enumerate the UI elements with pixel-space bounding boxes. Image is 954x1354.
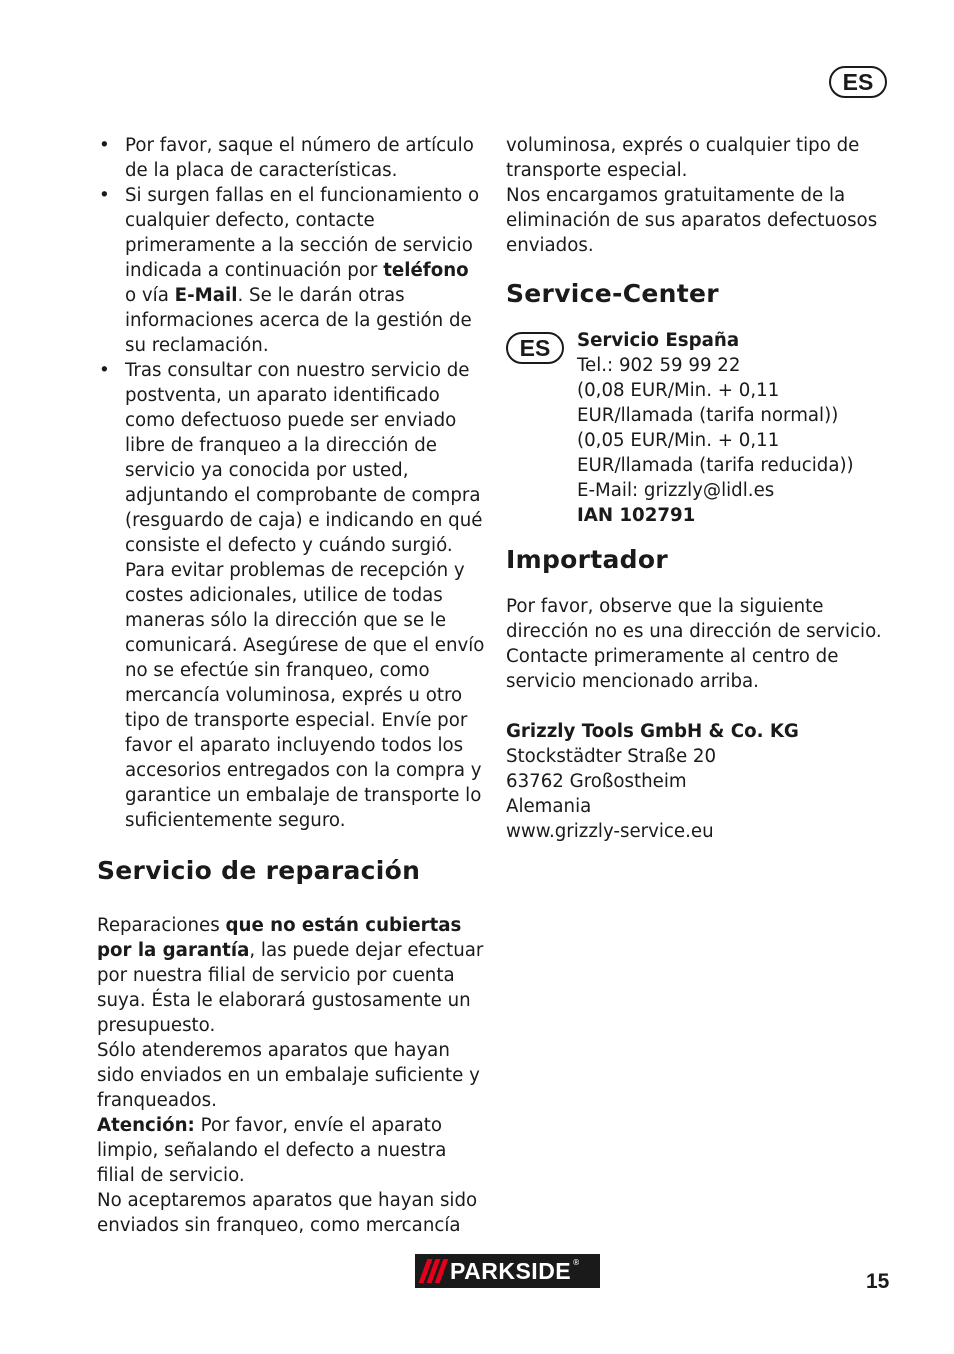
list-item bbox=[97, 358, 485, 833]
repair-paragraph bbox=[97, 913, 485, 1038]
repair-heading: Servicio de reparación bbox=[97, 856, 421, 885]
text: Reparaciones bbox=[97, 915, 226, 936]
list-item-text: Si surgen fallas en el funcionamiento o cualquier defecto, contacte primeramente a la sección de servicio indicada a continuación por bbox=[125, 185, 480, 281]
list-item-text: Por favor, saque el número de artículo de la placa de características. bbox=[125, 135, 474, 181]
phone-emphasis: teléfono bbox=[383, 260, 469, 281]
service-title: Servicio España bbox=[577, 330, 740, 351]
service-center-heading: Service-Center bbox=[506, 279, 719, 308]
ian-number: IAN 102791 bbox=[577, 505, 696, 526]
city-address: 63762 Großostheim bbox=[506, 771, 687, 792]
street-address: Stockstädter Straße 20 bbox=[506, 746, 717, 767]
instructions-list bbox=[97, 133, 485, 833]
repair-paragraph: No aceptaremos aparatos que hayan sido enviados sin franqueo, como mercancía bbox=[97, 1190, 478, 1236]
text: , las puede dejar efectuar por nuestra filial de servicio por cuenta suya. Ésta le elaborará gustosamente un presupuesto. bbox=[97, 940, 484, 1036]
website: www.grizzly-service.eu bbox=[506, 821, 714, 842]
repair-paragraph: Sólo atenderemos aparatos que hayan sido enviados en un embalaje suficiente y franqueados. bbox=[97, 1040, 480, 1111]
service-contact bbox=[506, 328, 891, 528]
list-item-text: Tras consultar con nuestro servicio de postventa, un aparato identificado como defectuoso puede ser enviado libre de franqueo a la dirección de servicio ya conocida por usted, adjuntando el comprobante de compra (resguardo de caja) e indicando en qué consiste el defecto y cuándo surgió. Para evitar problemas de recepción y costes adicionales, utilice de todas maneras sólo la dirección que se le comunicará. Asegúrese de que el envío no se efectúe sin franqueo, como mercancía voluminosa, exprés u otro tipo de transporte especial. Envíe por favor el aparato incluyendo todos los accesorios entregados con la compra y garantice un embalaje de transporte lo suficientemente seguro. bbox=[125, 360, 485, 831]
country: Alemania bbox=[506, 796, 592, 817]
attention-label: Atención: bbox=[97, 1115, 195, 1136]
repair-paragraph bbox=[97, 1113, 485, 1188]
country-badge: ES bbox=[506, 332, 564, 364]
logo-slashes-icon bbox=[423, 1259, 444, 1283]
list-item bbox=[97, 133, 485, 183]
list-item-text: . Se le darán otras informaciones acerca de la gestión de su reclamación. bbox=[125, 285, 472, 356]
continuation-paragraph: voluminosa, exprés o cualquier tipo de transporte especial. bbox=[506, 135, 860, 181]
parkside-logo bbox=[415, 1254, 600, 1288]
service-email: E-Mail: grizzly@lidl.es bbox=[577, 480, 775, 501]
logo-text: PARKSIDE bbox=[450, 1257, 572, 1284]
importer-note: Por favor, observe que la siguiente dirección no es una dirección de servicio. Contacte primeramente al centro de servicio mencionado arriba. bbox=[506, 596, 882, 692]
email-emphasis: E-Mail bbox=[174, 285, 238, 306]
list-item bbox=[97, 183, 485, 358]
right-column bbox=[506, 133, 891, 844]
warranty-emphasis: que no están cubiertas por la garantía bbox=[97, 915, 462, 961]
rate-reduced: (0,05 EUR/Min. + 0,11 EUR/llamada (tarifa reducida)) bbox=[577, 430, 854, 476]
rate-normal: (0,08 EUR/Min. + 0,11 EUR/llamada (tarifa normal)) bbox=[577, 380, 839, 426]
disposal-paragraph: Nos encargamos gratuitamente de la eliminación de sus aparatos defectuosos enviados. bbox=[506, 185, 878, 256]
spacer bbox=[506, 694, 891, 719]
language-badge: ES bbox=[829, 66, 887, 98]
registered-mark-icon: ® bbox=[572, 1258, 581, 1267]
text: Por favor, envíe el aparato limpio, señalando el defecto a nuestra filial de servicio. bbox=[97, 1115, 447, 1186]
company-name: Grizzly Tools GmbH & Co. KG bbox=[506, 721, 799, 742]
left-column bbox=[97, 133, 485, 1238]
phone-number: Tel.: 902 59 99 22 bbox=[577, 355, 741, 376]
importer-heading: Importador bbox=[506, 545, 668, 574]
page-number: 15 bbox=[866, 1270, 890, 1293]
list-item-text: o vía bbox=[125, 285, 175, 306]
